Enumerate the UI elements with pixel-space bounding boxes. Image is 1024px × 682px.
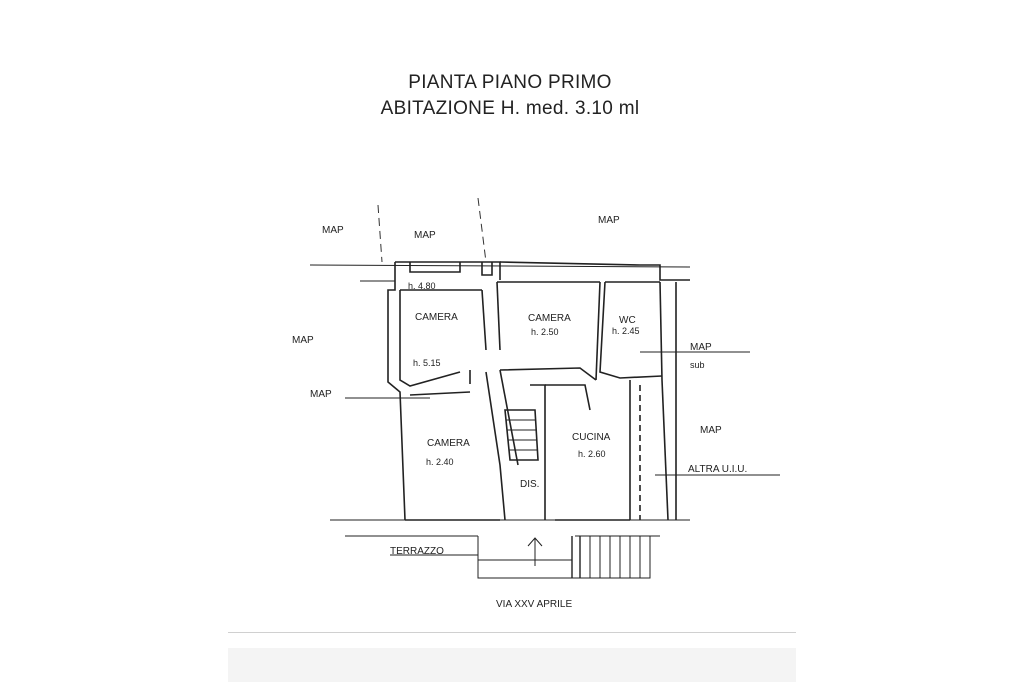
street-label: VIA XXV APRILE <box>496 599 573 610</box>
room-label: CAMERA <box>415 312 458 323</box>
sub-label: sub <box>690 360 705 370</box>
map-label: MAP <box>690 342 712 353</box>
map-label: MAP <box>292 335 314 346</box>
room-height: h. 2.60 <box>578 449 606 459</box>
map-label: MAP <box>414 230 436 241</box>
plan-subtitle: ABITAZIONE H. med. 3.10 ml <box>380 98 640 119</box>
map-label: MAP <box>310 389 332 400</box>
terrazzo-label: TERRAZZO <box>390 546 444 557</box>
map-label: MAP <box>598 215 620 226</box>
room-height: h. 2.45 <box>612 326 640 336</box>
plan-title: PIANTA PIANO PRIMO <box>408 72 612 93</box>
room-height: h. 2.40 <box>426 457 454 467</box>
room-label: CUCINA <box>572 432 611 443</box>
room-height: h. 5.15 <box>413 358 441 368</box>
map-label: MAP <box>322 225 344 236</box>
room-label: CAMERA <box>427 438 470 449</box>
map-label: MAP <box>700 425 722 436</box>
altra-uiu-label: ALTRA U.I.U. <box>688 464 748 475</box>
room-height: h. 4.80 <box>408 281 436 291</box>
walls <box>310 262 780 578</box>
room-height: h. 2.50 <box>531 327 559 337</box>
room-label: DIS. <box>520 479 540 490</box>
room-label: WC <box>619 315 636 326</box>
room-label: CAMERA <box>528 313 571 324</box>
